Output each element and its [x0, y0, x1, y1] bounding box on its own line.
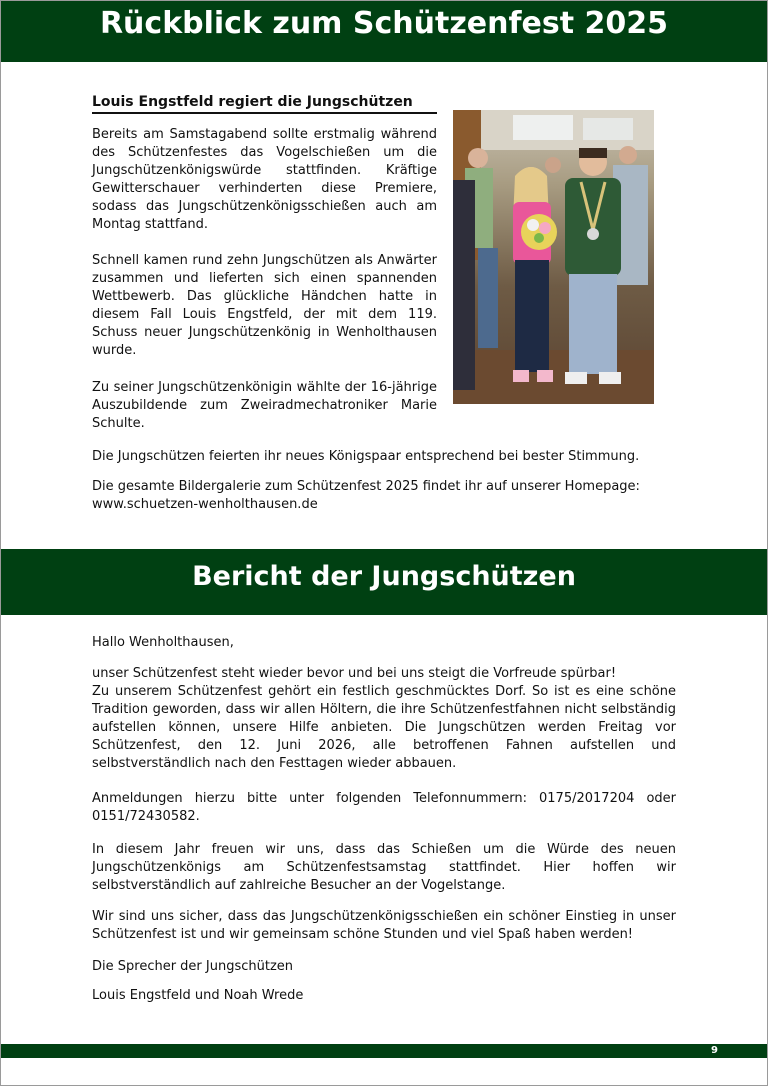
article-paragraph-1: Bereits am Samstagabend sollte erstmalig während des Schützenfestes das Vogelschießen um die Jungschützenkönigswürde stattfinden. Kräftige Gewitterschauer verhinderten diese Premiere, sodass das Jungschützenkönigsschießen auch am Montag stattfand.	[92, 127, 437, 232]
letter-closing: Die Sprecher der Jungschützen	[92, 959, 294, 974]
jungschuetzen-koenigspaar-photo	[453, 110, 654, 404]
page-number: 9	[711, 1045, 718, 1056]
article-paragraph-4: Die Jungschützen feierten ihr neues Königspaar entsprechend bei bester Stimmung.	[92, 449, 640, 464]
letter-paragraph-2: Zu unserem Schützenfest gehört ein festlich geschmücktes Dorf. So ist es eine schöne Tradition geworden, dass wir allen Höltern, die ihre Schützenfestfahnen nicht selbständig aufstellen können, unsere Hilfe anbieten. Die Jungschützen werden Freitag vor Schützenfest, den 12. Juni 2026, alle betroffenen Fahnen aufstellen und selbstverständlich nach den Festtagen wieder abbauen.	[92, 684, 676, 771]
article-headline: Louis Engstfeld regiert die Jungschützen	[92, 92, 437, 114]
section-banner-bericht: Bericht der Jungschützen	[1, 549, 767, 615]
article-paragraph-3: Zu seiner Jungschützenkönigin wählte der 16-jährige Auszubildende zum Zweiradmechatroniker Marie Schulte.	[92, 380, 437, 431]
article-paragraph-5: Die gesamte Bildergalerie zum Schützenfest 2025 findet ihr auf unserer Homepage:	[92, 479, 640, 494]
letter-paragraph-1: unser Schützenfest steht wieder bevor und bei uns steigt die Vorfreude spürbar!	[92, 666, 617, 681]
letter-greeting: Hallo Wenholthausen,	[92, 635, 234, 650]
footer-bar	[1, 1044, 767, 1058]
photo-illustration	[453, 110, 654, 404]
section-banner-rueckblick: Rückblick zum Schützenfest 2025	[1, 1, 767, 62]
letter-paragraph-3: Anmeldungen hierzu bitte unter folgenden Telefonnummern: 0175/2017204 oder 0151/72430582.	[92, 791, 676, 824]
letter-paragraph-5: Wir sind uns sicher, dass das Jungschützenkönigsschießen ein schöner Einstieg in unser Schützenfest ist und wir gemeinsam schöne Stunden und viel Spaß haben werden!	[92, 909, 676, 942]
letter-paragraph-4: In diesem Jahr freuen wir uns, dass das Schießen um die Würde des neuen Jungschützenkönigs am Schützenfestsamstag stattfindet. Hier hoffen wir selbstverständlich auf zahlreiche Besucher an der Vogelstange.	[92, 842, 676, 893]
homepage-link[interactable]: www.schuetzen-wenholthausen.de	[92, 497, 318, 512]
article-paragraph-2: Schnell kamen rund zehn Jungschützen als Anwärter zusammen und lieferten sich einen spannenden Wettbewerb. Das glückliche Händchen hatte in diesem Fall Louis Engstfeld, der mit dem 119. Schuss neuer Jungschützenkönig in Wenholthausen wurde.	[92, 253, 437, 358]
letter-signatures: Louis Engstfeld und Noah Wrede	[92, 988, 304, 1003]
